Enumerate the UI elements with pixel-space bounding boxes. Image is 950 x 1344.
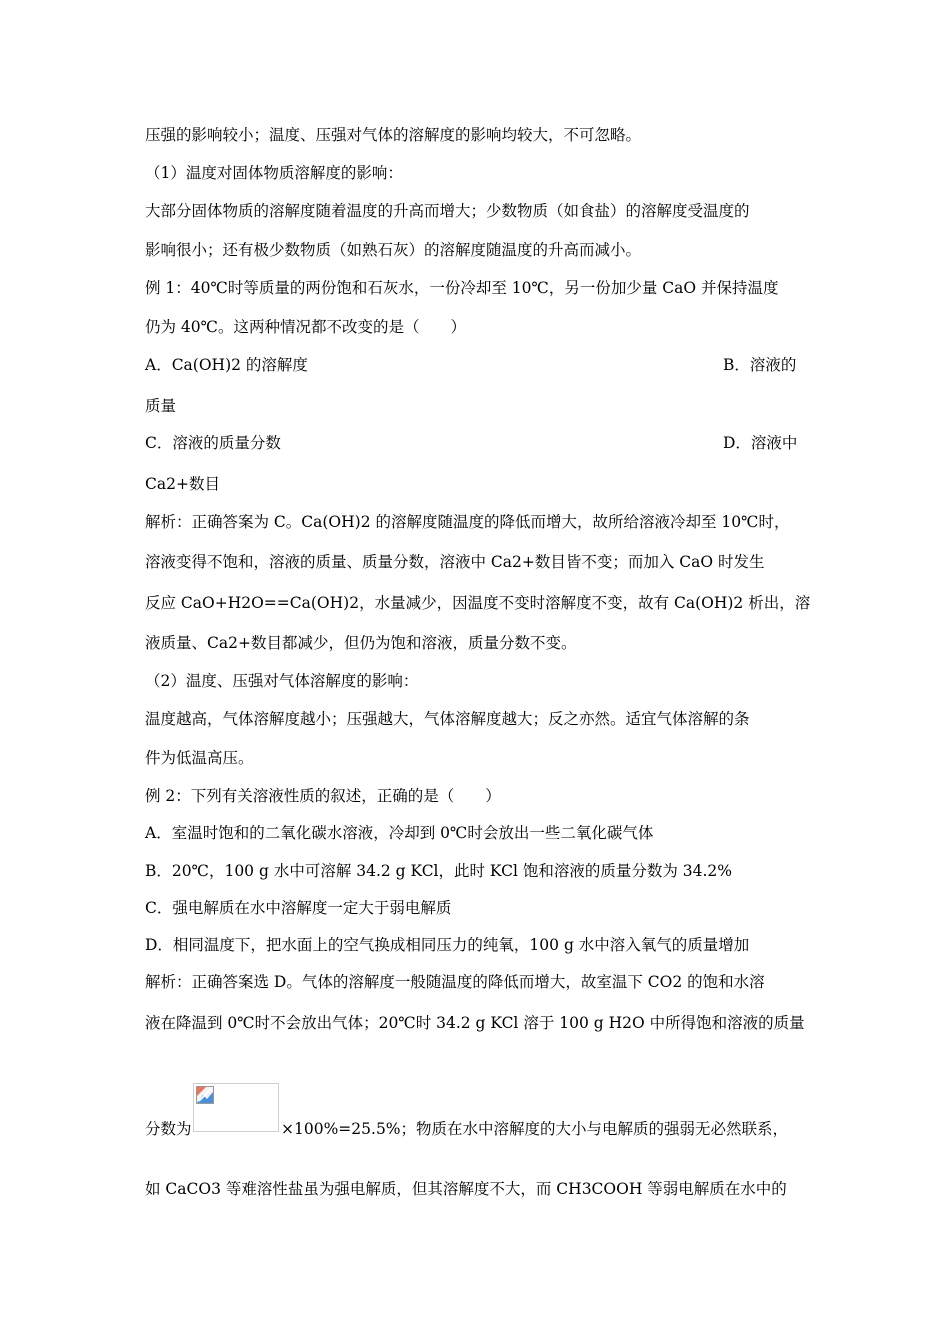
section-heading: （1）温度对固体物质溶解度的影响：	[145, 164, 403, 182]
explanation-text: 液质量、Ca2+数目都减少，但仍为饱和溶液，质量分数不变。	[145, 634, 577, 652]
broken-image-icon	[196, 1086, 214, 1104]
explanation-text: 分数为	[145, 1120, 192, 1138]
option-d: D．相同温度下，把水面上的空气换成相同压力的纯氧，100 g 水中溶入氧气的质量增加	[145, 936, 750, 954]
option-c: C．强电解质在水中溶解度一定大于弱电解质	[145, 899, 452, 917]
text-line: 件为低温高压。	[145, 749, 254, 767]
option-d-continued: Ca2+数目	[145, 475, 220, 493]
explanation-text: ×100%=25.5%；物质在水中溶解度的大小与电解质的强弱无必然联系，	[281, 1120, 789, 1138]
option-b: B．20℃，100 g 水中可溶解 34.2 g KCl，此时 KCl 饱和溶液的质量分数为 34.2%	[145, 862, 733, 880]
text-line: 压强的影响较小；温度、压强对气体的溶解度的影响均较大，不可忽略。	[145, 126, 642, 144]
explanation-text: 反应 CaO+H2O==Ca(OH)2，水量减少，因温度不变时溶解度不变，故有 Ca(OH)2 析出，溶	[145, 594, 811, 612]
option-a: A．室温时饱和的二氧化碳水溶液，冷却到 0℃时会放出一些二氧化碳气体	[145, 824, 654, 842]
explanation-text: 如 CaCO3 等难溶性盐虽为强电解质，但其溶解度不大，而 CH3COOH 等弱电解质在水中的	[145, 1180, 787, 1198]
option-b: B．溶液的	[723, 356, 797, 374]
option-b-continued: 质量	[145, 397, 177, 415]
example-question: 例 2：下列有关溶液性质的叙述，正确的是（ ）	[145, 787, 501, 805]
section-heading: （2）温度、压强对气体溶解度的影响：	[145, 672, 419, 690]
text-line: 温度越高，气体溶解度越小；压强越大，气体溶解度越大；反之亦然。适宜气体溶解的条	[145, 710, 750, 728]
option-d: D．溶液中	[723, 434, 798, 452]
explanation-text: 解析：正确答案为 C。Ca(OH)2 的溶解度随温度的降低而增大，故所给溶液冷却至 10℃时，	[145, 513, 790, 531]
text-line: 影响很小；还有极少数物质（如熟石灰）的溶解度随温度的升高而减小。	[145, 241, 642, 259]
formula-image	[193, 1083, 279, 1132]
option-a: A．Ca(OH)2 的溶解度	[145, 356, 308, 374]
explanation-text: 溶液变得不饱和，溶液的质量、质量分数，溶液中 Ca2+数目皆不变；而加入 CaO 时发生	[145, 553, 765, 571]
explanation-text: 解析：正确答案选 D。气体的溶解度一般随温度的降低而增大，故室温下 CO2 的饱和水溶	[145, 973, 765, 991]
explanation-text: 液在降温到 0℃时不会放出气体；20℃时 34.2 g KCl 溶于 100 g H2O 中所得饱和溶液的质量	[145, 1014, 805, 1032]
option-c: C．溶液的质量分数	[145, 434, 281, 452]
example-question: 例 1：40℃时等质量的两份饱和石灰水，一份冷却至 10℃，另一份加少量 CaO 并保持温度	[145, 279, 779, 297]
text-line: 大部分固体物质的溶解度随着温度的升高而增大；少数物质（如食盐）的溶解度受温度的	[145, 202, 750, 220]
example-question: 仍为 40℃。这两种情况都不改变的是（ ）	[145, 318, 466, 336]
